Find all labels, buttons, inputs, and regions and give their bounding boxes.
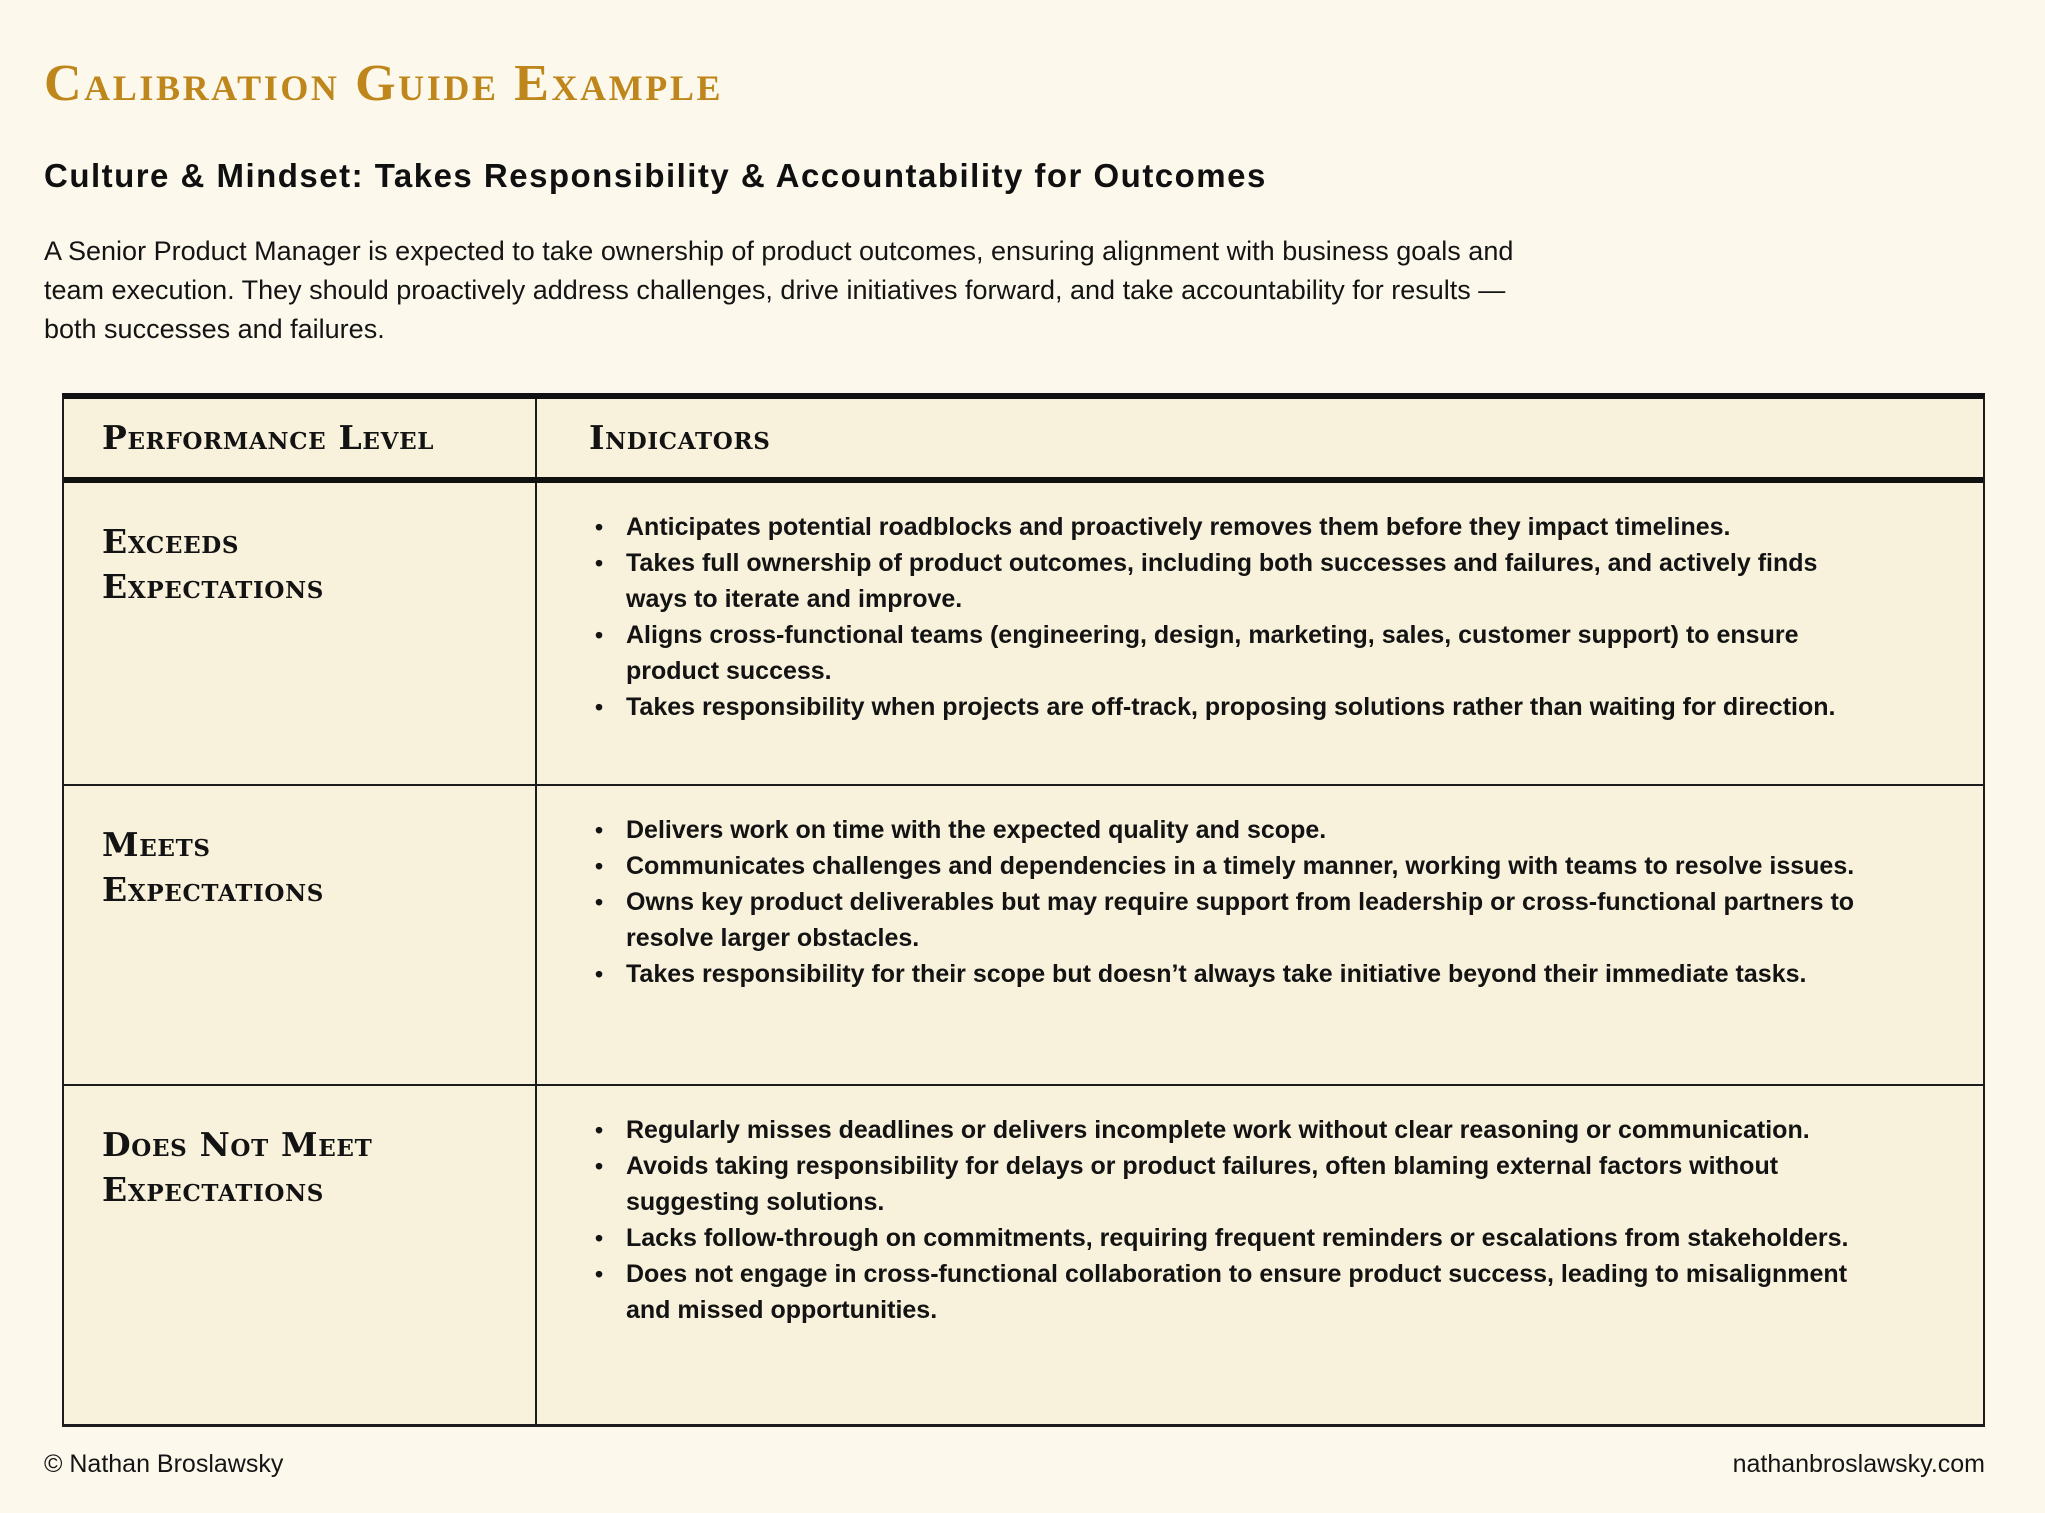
intro-line-1: A Senior Product Manager is expected to take ownership of product outcomes, ensuring alignment with business goals and [44,236,1514,266]
level-label-meets [64,786,537,1084]
level-label-exceeds [64,483,537,784]
table-row-exceeds-expectations [64,483,1983,784]
table-row-does-not-meet-expectations [64,1084,1983,1424]
indicator-item: • Takes full ownership of product outcomes, including both successes and failures, and actively finds ways to iterate and improve. [589,545,1881,617]
level-line: Expectations [102,1170,325,1209]
level-label-does-not-meet [64,1086,537,1424]
header-indicators: Indicators [537,399,1983,477]
intro-paragraph [44,232,1985,349]
intro-line-2: team execution. They should proactively address challenges, drive initiatives forward, and take accountability for results — [44,275,1506,305]
page-title: Calibration Guide Example [44,55,724,112]
level-line: Expectations [102,870,325,909]
indicator-item: • Aligns cross-functional teams (engineering, design, marketing, sales, customer support) to ensure product success. [589,617,1881,689]
calibration-table [62,393,1985,1427]
table-header-row [64,399,1983,483]
page-subtitle: Culture & Mindset: Takes Responsibility & Accountability for Outcomes [44,157,1267,194]
level-line: Exceeds [102,522,240,561]
indicator-list [589,509,1881,725]
indicator-list [589,1112,1881,1328]
indicator-item: • Regularly misses deadlines or delivers incomplete work without clear reasoning or communication. [589,1112,1881,1148]
indicators-cell-exceeds [537,483,1983,784]
header-performance-level: Performance Level [64,399,537,477]
indicator-list [589,812,1881,992]
indicator-item: • Delivers work on time with the expected quality and scope. [589,812,1881,848]
indicator-item: • Avoids taking responsibility for delays or product failures, often blaming external factors without suggesting solutions. [589,1148,1881,1220]
copyright-text: © Nathan Broslawsky [44,1450,284,1478]
indicator-item: • Does not engage in cross-functional collaboration to ensure product success, leading to misalignment and missed opportunities. [589,1256,1881,1328]
indicator-item: • Lacks follow-through on commitments, requiring frequent reminders or escalations from stakeholders. [589,1220,1881,1256]
level-line: Expectations [102,567,325,606]
website-text: nathanbroslawsky.com [1732,1450,1985,1478]
indicator-item: • Takes responsibility for their scope but doesn’t always take initiative beyond their immediate tasks. [589,956,1881,992]
indicator-item: • Takes responsibility when projects are off-track, proposing solutions rather than waiting for direction. [589,689,1881,725]
intro-line-3: both successes and failures. [44,314,385,344]
indicator-item: • Communicates challenges and dependencies in a timely manner, working with teams to resolve issues. [589,848,1881,884]
level-line: Does Not Meet [102,1125,373,1164]
page-footer [44,1449,1985,1479]
level-line: Meets [102,825,211,864]
indicators-cell-does-not-meet [537,1086,1983,1424]
indicators-cell-meets [537,786,1983,1084]
indicator-item: • Anticipates potential roadblocks and proactively removes them before they impact timelines. [589,509,1881,545]
table-row-meets-expectations [64,784,1983,1084]
indicator-item: • Owns key product deliverables but may require support from leadership or cross-functional partners to resolve larger obstacles. [589,884,1881,956]
